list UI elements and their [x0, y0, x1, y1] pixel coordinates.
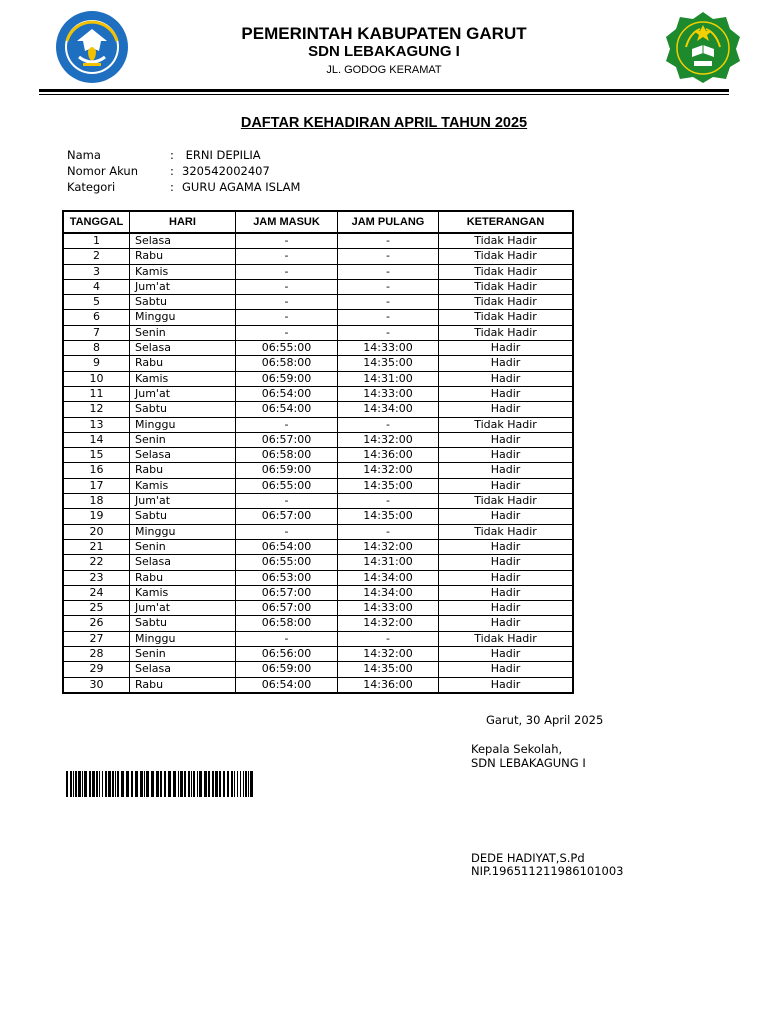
cell-jam-masuk: 06:55:00	[236, 555, 338, 570]
cell-keterangan: Hadir	[439, 478, 574, 493]
identity-label: Nama	[67, 148, 101, 162]
cell-jam-pulang: 14:33:00	[338, 341, 439, 356]
cell-jam-pulang: 14:32:00	[338, 647, 439, 662]
cell-keterangan: Tidak Hadir	[439, 295, 574, 310]
cell-jam-masuk: 06:58:00	[236, 356, 338, 371]
header-government-name: PEMERINTAH KABUPATEN GARUT	[241, 24, 527, 43]
cell-hari: Rabu	[130, 570, 236, 585]
cell-hari: Sabtu	[130, 509, 236, 524]
cell-jam-pulang: -	[338, 310, 439, 325]
cell-tanggal: 3	[63, 264, 130, 279]
cell-jam-masuk: -	[236, 264, 338, 279]
table-row	[63, 570, 573, 585]
cell-keterangan: Tidak Hadir	[439, 249, 574, 264]
cell-jam-masuk: 06:59:00	[236, 463, 338, 478]
cell-keterangan: Tidak Hadir	[439, 417, 574, 432]
cell-keterangan: Hadir	[439, 432, 574, 447]
cell-tanggal: 16	[63, 463, 130, 478]
cell-jam-masuk: 06:59:00	[236, 662, 338, 677]
cell-hari: Jum'at	[130, 386, 236, 401]
header-hari: HARI	[130, 211, 236, 233]
cell-jam-pulang: -	[338, 524, 439, 539]
table-row	[63, 555, 573, 570]
signature-place-date: Garut, 30 April 2025	[486, 713, 604, 727]
table-row	[63, 356, 573, 371]
header-jam-masuk: JAM MASUK	[236, 211, 338, 233]
identity-value: 320542002407	[182, 164, 270, 178]
attendance-table-body	[63, 233, 573, 693]
cell-keterangan: Hadir	[439, 341, 574, 356]
cell-jam-masuk: -	[236, 494, 338, 509]
cell-hari: Minggu	[130, 524, 236, 539]
cell-keterangan: Hadir	[439, 647, 574, 662]
cell-jam-pulang: -	[338, 417, 439, 432]
cell-tanggal: 28	[63, 647, 130, 662]
cell-jam-masuk: 06:55:00	[236, 478, 338, 493]
cell-hari: Rabu	[130, 677, 236, 693]
cell-tanggal: 9	[63, 356, 130, 371]
cell-keterangan: Hadir	[439, 585, 574, 600]
cell-hari: Jum'at	[130, 494, 236, 509]
cell-jam-pulang: -	[338, 264, 439, 279]
table-row	[63, 233, 573, 249]
cell-hari: Rabu	[130, 463, 236, 478]
cell-hari: Minggu	[130, 631, 236, 646]
cell-jam-masuk: -	[236, 310, 338, 325]
signature-nip: NIP.196511211986101003	[471, 864, 624, 878]
cell-jam-masuk: -	[236, 325, 338, 340]
cell-jam-masuk: 06:58:00	[236, 448, 338, 463]
cell-tanggal: 30	[63, 677, 130, 693]
cell-keterangan: Tidak Hadir	[439, 264, 574, 279]
table-row	[63, 417, 573, 432]
cell-jam-pulang: 14:32:00	[338, 432, 439, 447]
cell-tanggal: 22	[63, 555, 130, 570]
cell-jam-masuk: 06:57:00	[236, 509, 338, 524]
identity-colon: :	[170, 180, 174, 194]
table-row	[63, 539, 573, 554]
cell-tanggal: 13	[63, 417, 130, 432]
cell-keterangan: Hadir	[439, 386, 574, 401]
cell-hari: Selasa	[130, 233, 236, 249]
cell-keterangan: Hadir	[439, 509, 574, 524]
cell-tanggal: 18	[63, 494, 130, 509]
cell-jam-pulang: 14:35:00	[338, 356, 439, 371]
cell-hari: Senin	[130, 432, 236, 447]
cell-keterangan: Tidak Hadir	[439, 279, 574, 294]
identity-colon: :	[170, 148, 174, 162]
identity-row-category	[67, 179, 300, 195]
cell-keterangan: Hadir	[439, 402, 574, 417]
cell-jam-pulang: -	[338, 631, 439, 646]
cell-keterangan: Hadir	[439, 662, 574, 677]
cell-keterangan: Hadir	[439, 463, 574, 478]
cell-keterangan: Hadir	[439, 371, 574, 386]
cell-keterangan: Tidak Hadir	[439, 233, 574, 249]
barcode	[66, 771, 256, 797]
table-row	[63, 601, 573, 616]
table-row	[63, 264, 573, 279]
cell-keterangan: Hadir	[439, 356, 574, 371]
cell-jam-pulang: 14:34:00	[338, 570, 439, 585]
identity-value: GURU AGAMA ISLAM	[182, 180, 301, 194]
identity-label: Kategori	[67, 180, 116, 194]
cell-hari: Sabtu	[130, 616, 236, 631]
cell-tanggal: 2	[63, 249, 130, 264]
cell-keterangan: Tidak Hadir	[439, 325, 574, 340]
cell-jam-masuk: -	[236, 524, 338, 539]
cell-hari: Kamis	[130, 264, 236, 279]
cell-hari: Senin	[130, 539, 236, 554]
cell-jam-pulang: -	[338, 295, 439, 310]
signature-role: Kepala Sekolah,	[471, 742, 563, 756]
cell-hari: Rabu	[130, 249, 236, 264]
cell-tanggal: 12	[63, 402, 130, 417]
table-row	[63, 432, 573, 447]
cell-jam-masuk: 06:57:00	[236, 585, 338, 600]
cell-jam-masuk: 06:58:00	[236, 616, 338, 631]
cell-jam-pulang: 14:32:00	[338, 463, 439, 478]
header-divider-thick	[39, 89, 729, 92]
cell-jam-pulang: 14:31:00	[338, 555, 439, 570]
cell-tanggal: 6	[63, 310, 130, 325]
cell-jam-pulang: 14:36:00	[338, 677, 439, 693]
cell-jam-pulang: 14:32:00	[338, 616, 439, 631]
cell-tanggal: 4	[63, 279, 130, 294]
table-row	[63, 279, 573, 294]
cell-keterangan: Tidak Hadir	[439, 494, 574, 509]
cell-tanggal: 19	[63, 509, 130, 524]
cell-hari: Selasa	[130, 448, 236, 463]
cell-hari: Rabu	[130, 356, 236, 371]
cell-keterangan: Tidak Hadir	[439, 631, 574, 646]
cell-tanggal: 25	[63, 601, 130, 616]
cell-jam-masuk: 06:55:00	[236, 341, 338, 356]
cell-jam-pulang: -	[338, 233, 439, 249]
cell-jam-masuk: 06:54:00	[236, 677, 338, 693]
cell-tanggal: 7	[63, 325, 130, 340]
table-row	[63, 341, 573, 356]
cell-tanggal: 5	[63, 295, 130, 310]
table-row	[63, 371, 573, 386]
cell-jam-masuk: 06:54:00	[236, 386, 338, 401]
cell-hari: Sabtu	[130, 295, 236, 310]
header-divider-thin	[39, 94, 729, 95]
cell-hari: Jum'at	[130, 601, 236, 616]
cell-jam-pulang: 14:35:00	[338, 662, 439, 677]
cell-keterangan: Hadir	[439, 555, 574, 570]
cell-jam-pulang: 14:33:00	[338, 386, 439, 401]
attendance-table	[62, 210, 574, 694]
cell-keterangan: Hadir	[439, 448, 574, 463]
cell-jam-pulang: 14:34:00	[338, 585, 439, 600]
cell-hari: Senin	[130, 647, 236, 662]
cell-hari: Minggu	[130, 310, 236, 325]
cell-jam-masuk: 06:53:00	[236, 570, 338, 585]
table-header-row	[63, 211, 573, 233]
cell-jam-masuk: 06:57:00	[236, 601, 338, 616]
header-address: JL. GODOG KERAMAT	[326, 64, 442, 76]
cell-tanggal: 11	[63, 386, 130, 401]
cell-jam-masuk: 06:57:00	[236, 432, 338, 447]
cell-jam-pulang: -	[338, 494, 439, 509]
identity-label: Nomor Akun	[67, 164, 139, 178]
table-row	[63, 662, 573, 677]
identity-colon: :	[170, 164, 174, 178]
cell-jam-pulang: 14:35:00	[338, 509, 439, 524]
cell-keterangan: Hadir	[439, 601, 574, 616]
cell-jam-pulang: 14:33:00	[338, 601, 439, 616]
table-row	[63, 494, 573, 509]
cell-jam-masuk: 06:54:00	[236, 402, 338, 417]
cell-jam-pulang: 14:36:00	[338, 448, 439, 463]
cell-jam-masuk: -	[236, 631, 338, 646]
cell-hari: Selasa	[130, 555, 236, 570]
cell-tanggal: 26	[63, 616, 130, 631]
cell-keterangan: Hadir	[439, 570, 574, 585]
table-row	[63, 647, 573, 662]
cell-tanggal: 23	[63, 570, 130, 585]
cell-tanggal: 14	[63, 432, 130, 447]
cell-tanggal: 21	[63, 539, 130, 554]
header-keterangan: KETERANGAN	[439, 211, 574, 233]
table-row	[63, 295, 573, 310]
cell-hari: Minggu	[130, 417, 236, 432]
cell-tanggal: 8	[63, 341, 130, 356]
signature-name: DEDE HADIYAT,S.Pd	[471, 851, 585, 865]
header-school-name: SDN LEBAKAGUNG I	[308, 43, 460, 60]
table-row	[63, 631, 573, 646]
cell-tanggal: 24	[63, 585, 130, 600]
cell-keterangan: Hadir	[439, 677, 574, 693]
cell-jam-masuk: -	[236, 279, 338, 294]
table-row	[63, 310, 573, 325]
cell-hari: Jum'at	[130, 279, 236, 294]
cell-jam-pulang: 14:31:00	[338, 371, 439, 386]
identity-value: ERNI DEPILIA	[182, 148, 261, 162]
cell-jam-masuk: -	[236, 249, 338, 264]
table-row	[63, 524, 573, 539]
identity-row-account	[67, 163, 300, 179]
cell-hari: Selasa	[130, 662, 236, 677]
cell-jam-masuk: 06:59:00	[236, 371, 338, 386]
cell-hari: Selasa	[130, 341, 236, 356]
cell-jam-pulang: -	[338, 325, 439, 340]
cell-tanggal: 29	[63, 662, 130, 677]
table-row	[63, 448, 573, 463]
cell-jam-masuk: 06:56:00	[236, 647, 338, 662]
table-row	[63, 249, 573, 264]
header-tanggal: TANGGAL	[63, 211, 130, 233]
signature-school: SDN LEBAKAGUNG I	[471, 756, 586, 770]
cell-tanggal: 15	[63, 448, 130, 463]
cell-jam-pulang: -	[338, 279, 439, 294]
identity-row-name	[67, 147, 300, 163]
cell-jam-masuk: -	[236, 295, 338, 310]
cell-tanggal: 1	[63, 233, 130, 249]
cell-keterangan: Hadir	[439, 616, 574, 631]
cell-keterangan: Tidak Hadir	[439, 310, 574, 325]
table-row	[63, 386, 573, 401]
identity-block	[67, 147, 300, 195]
cell-tanggal: 17	[63, 478, 130, 493]
cell-jam-masuk: 06:54:00	[236, 539, 338, 554]
cell-jam-pulang: -	[338, 249, 439, 264]
table-row	[63, 677, 573, 693]
table-row	[63, 325, 573, 340]
cell-tanggal: 10	[63, 371, 130, 386]
cell-hari: Kamis	[130, 371, 236, 386]
header-jam-pulang: JAM PULANG	[338, 211, 439, 233]
table-row	[63, 463, 573, 478]
table-row	[63, 585, 573, 600]
table-row	[63, 509, 573, 524]
cell-tanggal: 27	[63, 631, 130, 646]
cell-jam-masuk: -	[236, 417, 338, 432]
document-title: DAFTAR KEHADIRAN APRIL TAHUN 2025	[240, 115, 528, 131]
cell-jam-pulang: 14:32:00	[338, 539, 439, 554]
cell-hari: Sabtu	[130, 402, 236, 417]
table-row	[63, 616, 573, 631]
cell-jam-masuk: -	[236, 233, 338, 249]
table-row	[63, 402, 573, 417]
cell-jam-pulang: 14:35:00	[338, 478, 439, 493]
cell-keterangan: Hadir	[439, 539, 574, 554]
cell-keterangan: Tidak Hadir	[439, 524, 574, 539]
cell-hari: Kamis	[130, 478, 236, 493]
cell-tanggal: 20	[63, 524, 130, 539]
cell-hari: Kamis	[130, 585, 236, 600]
cell-jam-pulang: 14:34:00	[338, 402, 439, 417]
table-row	[63, 478, 573, 493]
cell-hari: Senin	[130, 325, 236, 340]
